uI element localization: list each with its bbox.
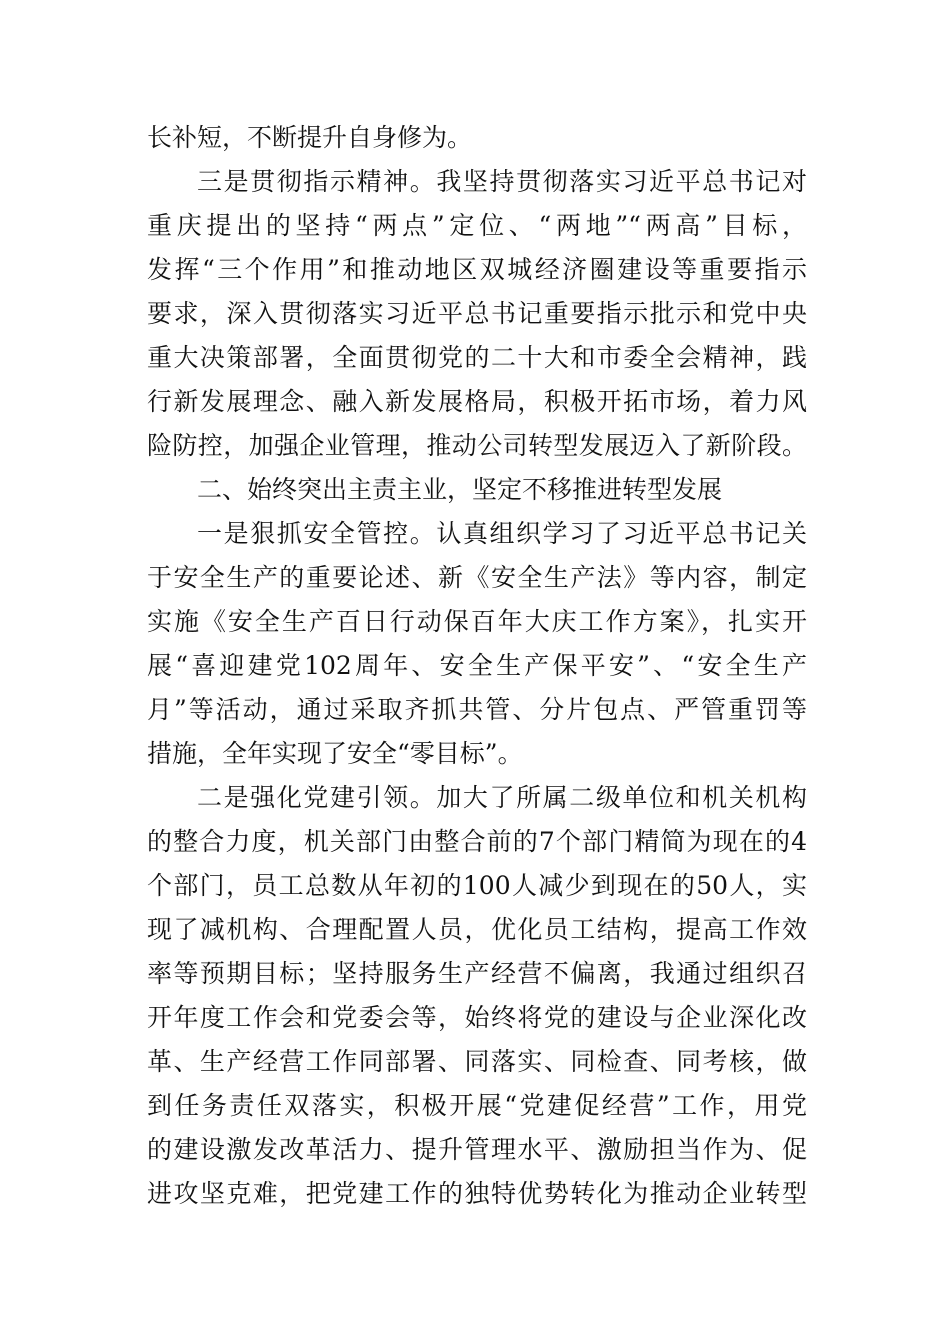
text-line: 发挥“三个作用”和推动地区双城经济圈建设等重要指示 — [147, 255, 807, 284]
text-line: 的建设激发改革活力、提升管理水平、激励担当作为、促 — [147, 1135, 807, 1164]
text-line: 重庆提出的坚持“两点”定位、“两地”“两高”目标， — [147, 211, 807, 240]
text-line: 措施，全年实现了安全“零目标”。 — [147, 739, 523, 768]
text-line: 险防控，加强企业管理，推动公司转型发展迈入了新阶段。 — [147, 431, 807, 460]
text-line: 于安全生产的重要论述、新《安全生产法》等内容，制定 — [147, 563, 807, 592]
text-line: 开年度工作会和党委会等，始终将党的建设与企业深化改 — [147, 1003, 807, 1032]
text-line: 行新发展理念、融入新发展格局，积极开拓市场，着力风 — [147, 387, 807, 416]
text-line: 月”等活动，通过采取齐抓共管、分片包点、严管重罚等 — [147, 695, 807, 724]
text-line: 长补短，不断提升自身修为。 — [147, 123, 473, 152]
paragraph-first-line: 三是贯彻指示精神。我坚持贯彻落实习近平总书记对 — [197, 167, 807, 196]
text-line: 进攻坚克难，把党建工作的独特优势转化为推动企业转型 — [147, 1179, 807, 1208]
text-line: 到任务责任双落实，积极开展“党建促经营”工作，用党 — [147, 1091, 807, 1120]
text-line: 革、生产经营工作同部署、同落实、同检查、同考核，做 — [147, 1047, 807, 1076]
text-line: 重大决策部署，全面贯彻党的二十大和市委全会精神，践 — [147, 343, 807, 372]
text-line: 率等预期目标；坚持服务生产经营不偏离，我通过组织召 — [147, 959, 807, 988]
text-line: 现了减机构、合理配置人员，优化员工结构，提高工作效 — [147, 915, 807, 944]
text-line: 的整合力度，机关部门由整合前的7个部门精简为现在的4 — [147, 827, 807, 856]
section-heading: 二、始终突出主责主业，坚定不移推进转型发展 — [197, 475, 723, 504]
text-line: 实施《安全生产百日行动保百年大庆工作方案》，扎实开 — [147, 607, 807, 636]
paragraph-first-line: 二是强化党建引领。加大了所属二级单位和机关机构 — [197, 783, 807, 812]
text-line: 个部门，员工总数从年初的100人减少到现在的50人，实 — [147, 871, 807, 900]
paragraph-first-line: 一是狠抓安全管控。认真组织学习了习近平总书记关 — [197, 519, 807, 548]
text-line: 展“喜迎建党102周年、安全生产保平安”、“安全生产 — [147, 651, 807, 680]
text-line: 要求，深入贯彻落实习近平总书记重要指示批示和党中央 — [147, 299, 807, 328]
